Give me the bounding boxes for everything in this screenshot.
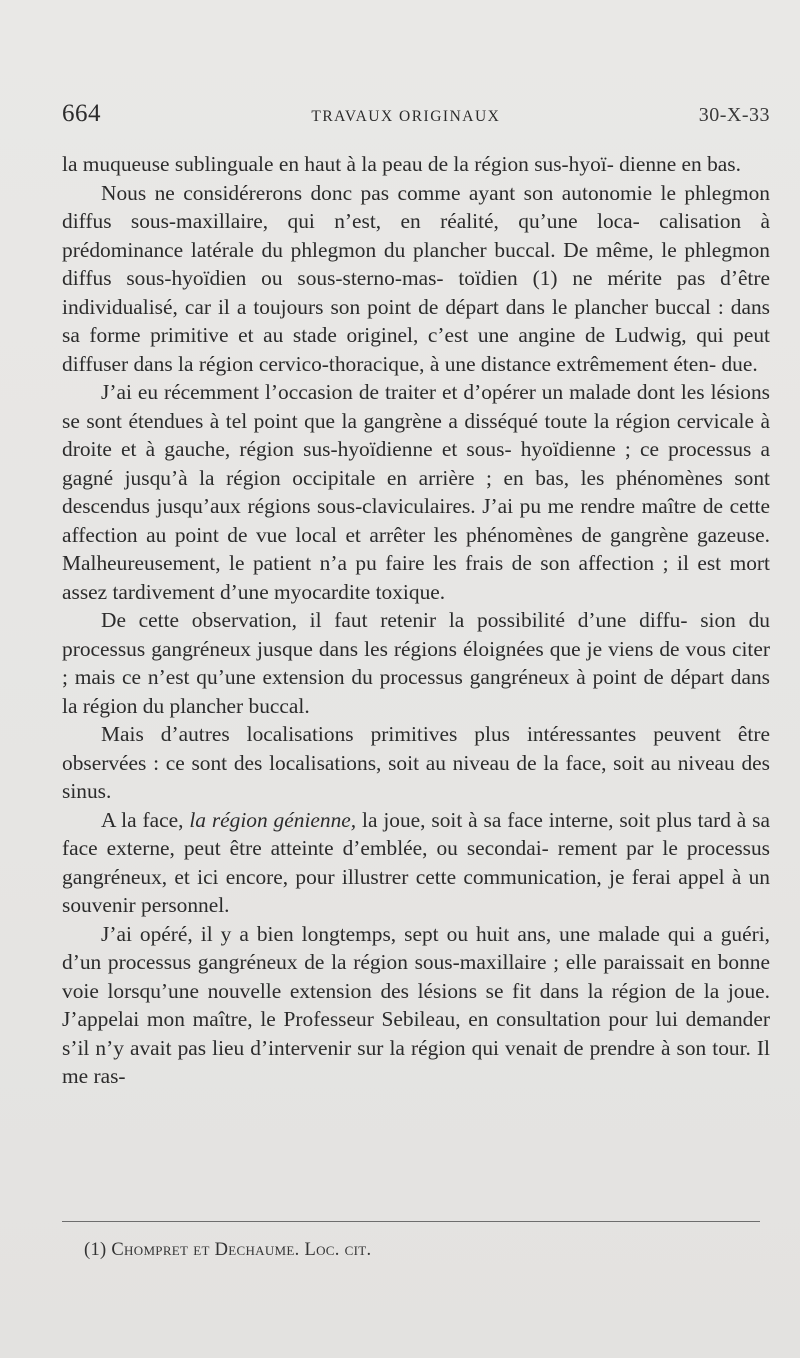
- running-head: [62, 100, 770, 136]
- paragraph-1: la muqueuse sublinguale en haut à la peau de la région sus-hyoï- dienne en bas.: [62, 152, 741, 176]
- paragraph-6-rest: la joue, soit à sa face interne, soit plus tard à sa face externe, peut être atteinte d’emblée, ou secondai- rement par le processus gangréneux, et ici encore, pour illustrer cette communication, je ferai appel à un souvenir personnel.: [62, 807, 770, 917]
- body-text: [62, 150, 770, 1091]
- page-number: 664: [62, 100, 101, 127]
- footnote-marker: (1): [84, 1240, 107, 1260]
- paragraph-5: Mais d’autres localisations primitives plus intéressantes peuvent être observées : ce sont des localisations, soit au niveau de la face, soit au niveau des sinus.: [62, 722, 770, 803]
- paragraph-6: [62, 806, 770, 920]
- paragraph-3: J’ai eu récemment l’occasion de traiter et d’opérer un malade dont les lésions se sont étendues à tel point que la gangrène a disséqué toute la région cervicale à droite et à gauche, région sus-hyoïdienne et sous- hyoïdienne ; ce processus a gagné jusqu’à la région occipitale en arrière ; en bas, les phénomènes sont descendus jusqu’aux régions sous-claviculaires. J’ai pu me rendre maître de cette affection au point de vue local et arrêter les phénomènes de gangrène gazeuse. Malheureusement, le patient n’a pu faire les frais de son affection ; il est mort assez tardivement d’une myocardite toxique.: [62, 380, 770, 604]
- footnote: [84, 1240, 371, 1261]
- footnote-reference: Loc. cit.: [304, 1240, 372, 1260]
- paragraph-4: De cette observation, il faut retenir la possibilité d’une diffu- sion du processus gangréneux jusque dans les régions éloignées que je viens de vous citer ; mais ce n’est qu’une extension du processus gangréneux à point de départ dans la région du plancher buccal.: [62, 608, 770, 718]
- paragraph-6-italic: la région génienne,: [189, 807, 357, 832]
- paragraph-2: Nous ne considérerons donc pas comme ayant son autonomie le phlegmon diffus sous-maxillaire, qui n’est, en réalité, qu’une loca- calisation à prédominance latérale du phlegmon du plancher buccal. De même, le phlegmon diffus sous-hyoïdien ou sous-sterno-mas- toïdien (1) ne mérite pas d’être individualisé, car il a toujours son point de départ dans le plancher buccal : dans sa forme primitive et au stade originel, c’est une angine de Ludwig, qui peut diffuser dans la région cervico-thoracique, à une distance extrêmement éten- due.: [62, 180, 770, 376]
- paragraph-6-start: A la face,: [101, 807, 190, 832]
- issue-date: 30-X-33: [698, 104, 770, 126]
- footnote-authors: Chompret et Dechaume.: [111, 1240, 300, 1260]
- running-title: TRAVAUX ORIGINAUX: [311, 108, 501, 125]
- paragraph-7: J’ai opéré, il y a bien longtemps, sept ou huit ans, une malade qui a guéri, d’un processus gangréneux de la région sous-maxillaire ; elle paraissait en bonne voie lorsqu’une nouvelle extension des lésions se fit dans la région de la joue. J’appelai mon maître, le Professeur Sebileau, en consultation pour lui demander s’il n’y avait pas lieu d’intervenir sur la région qui venait de prendre à son tour. Il me ras-: [62, 921, 770, 1088]
- footnote-divider: [62, 1221, 760, 1222]
